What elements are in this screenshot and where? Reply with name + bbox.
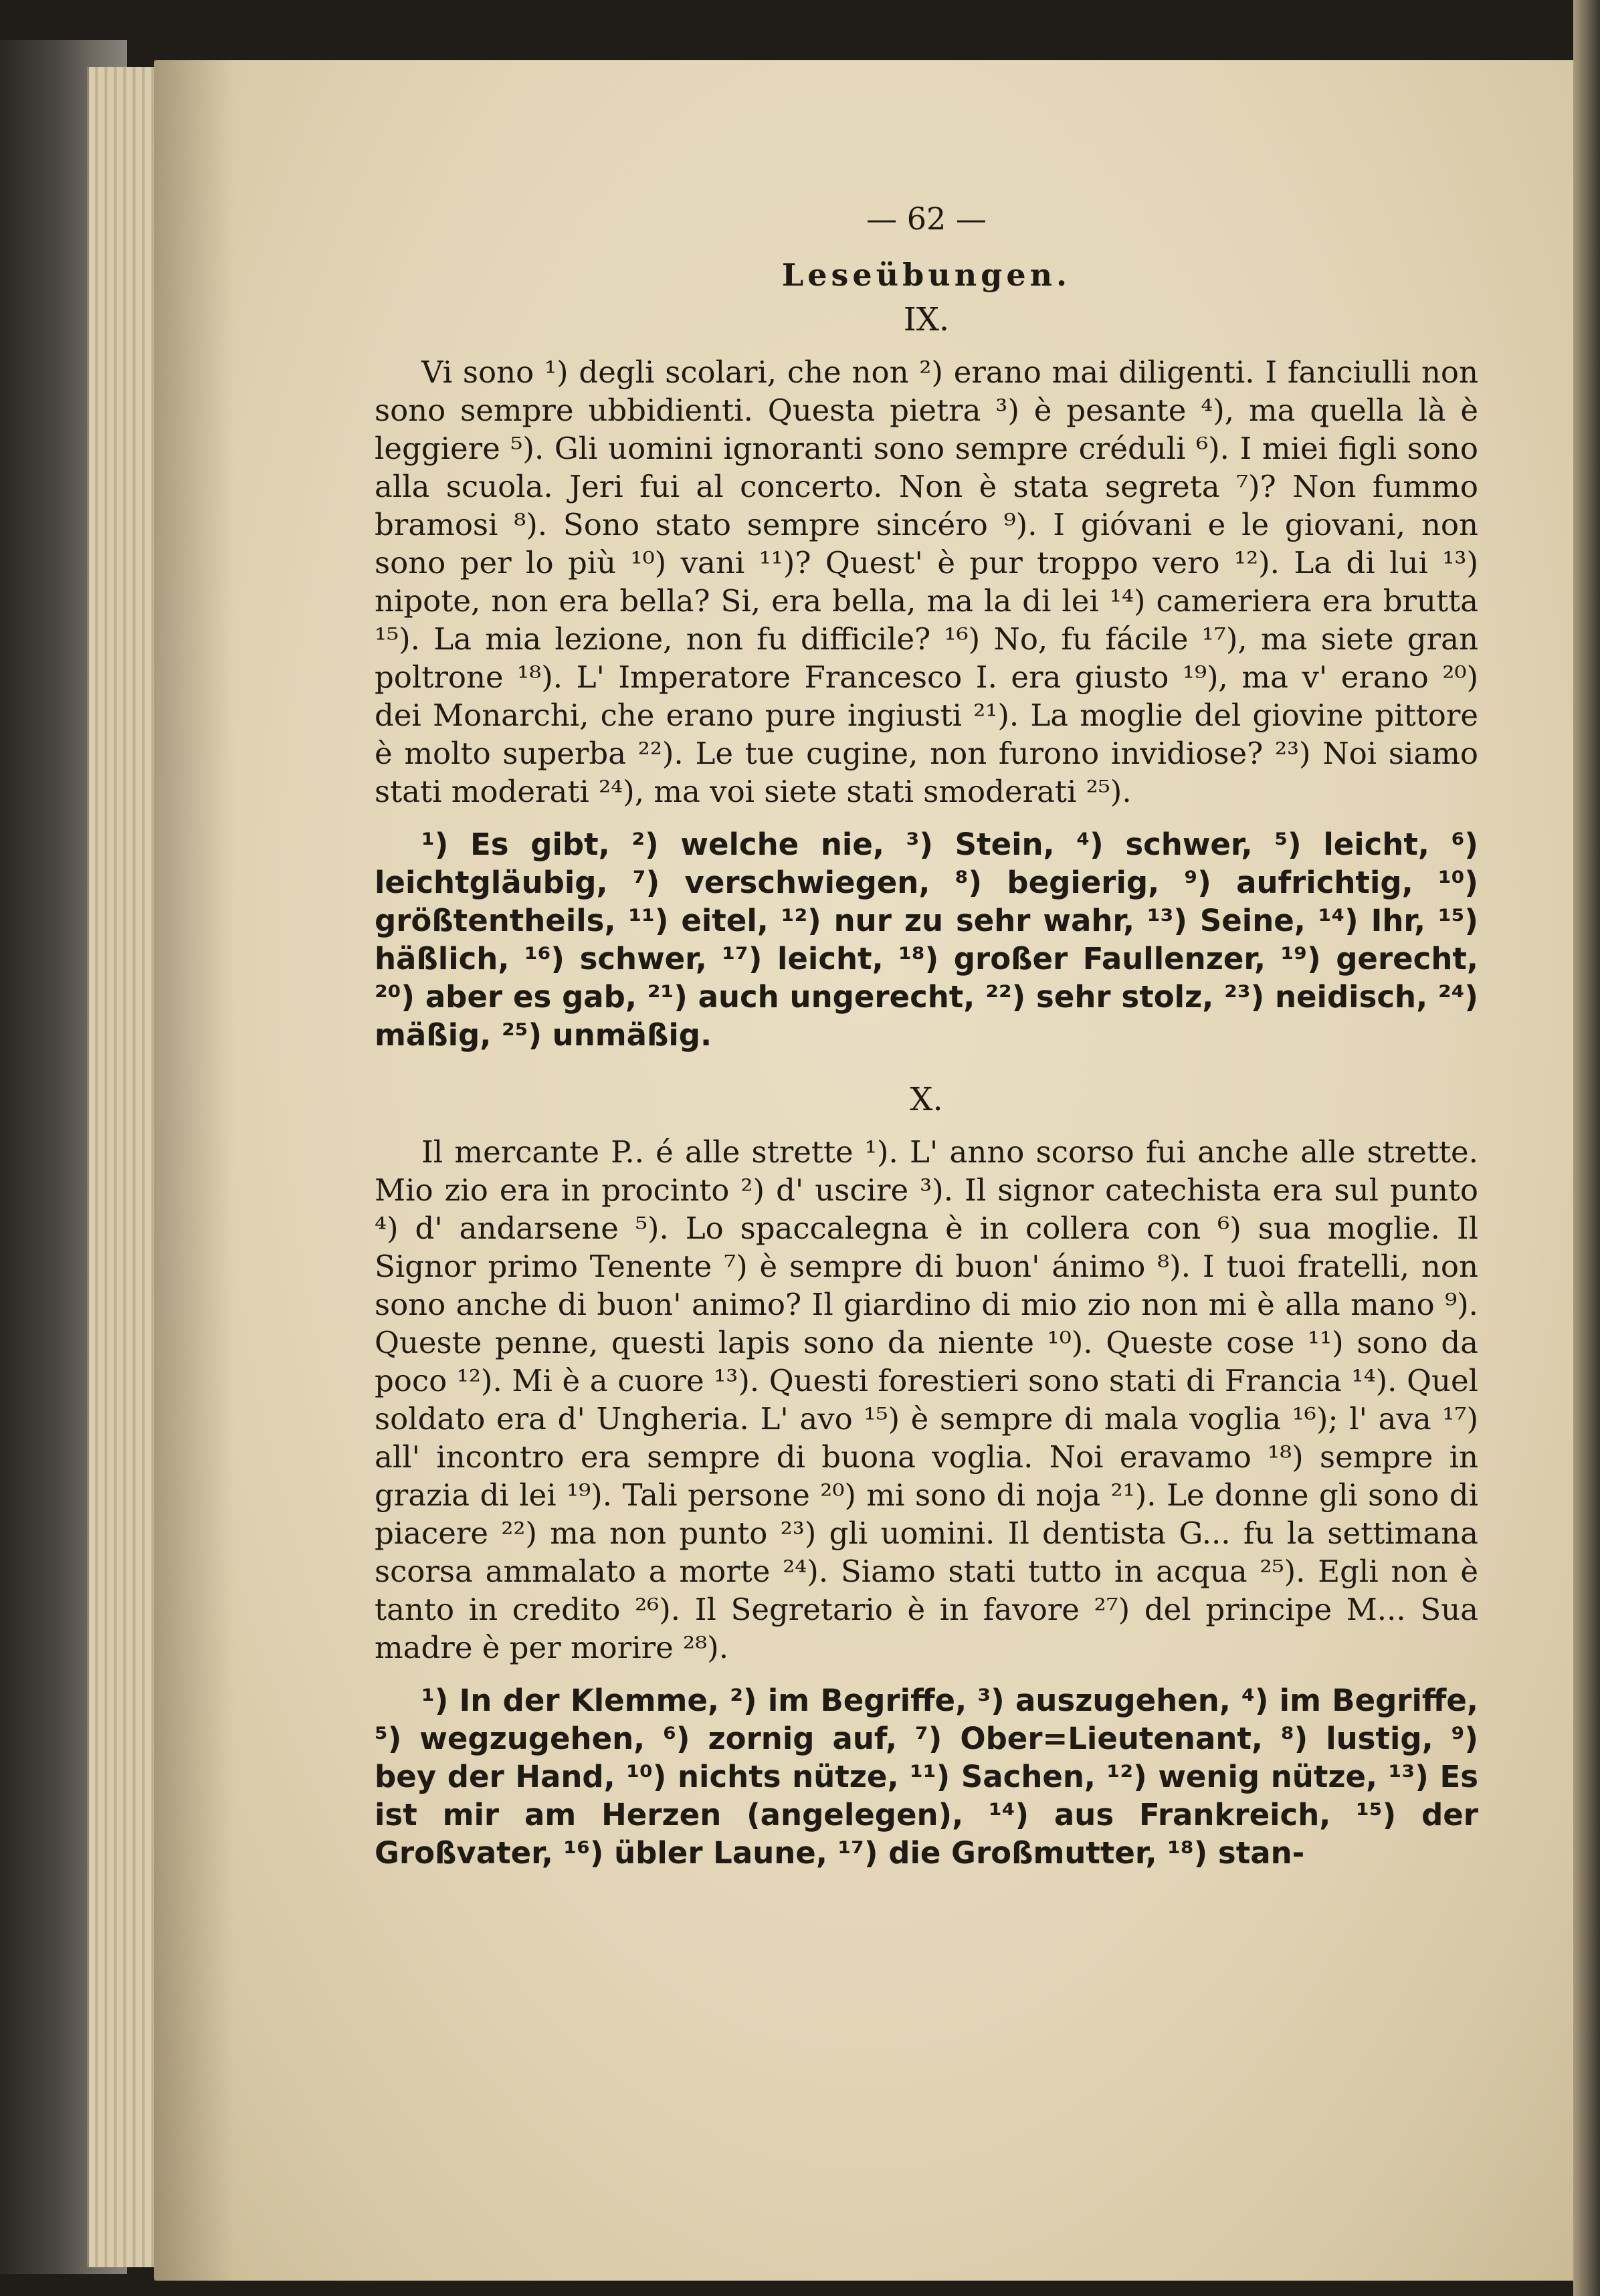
exercise-text: Il mercante P.. é alle strette ¹). L' anno scorso fui anche alle strette. Mio zio era in procinto ²) d' uscire ³). Il signor catechista era sul punto ⁴) d' andarsene ⁵). Lo spaccalegna è in collera con ⁶) sua moglie. Il Signor primo Tenente ⁷) è sempre di buon' ánimo ⁸). I tuoi fratelli, non sono anche di buon' animo? Il giardino di mio zio non mi è alla mano ⁹). Queste penne, questi lapis sono da niente ¹⁰). Queste cose ¹¹) sono da poco ¹²). Mi è a cuore ¹³). Questi forestieri sono stati di Francia ¹⁴). Quel soldato era d' Ungheria. L' avo ¹⁵) è sempre di mala voglia ¹⁶); l' ava ¹⁷) all' incontro era sempre di buona voglia. Noi eravamo ¹⁸) sempre in grazia di lei ¹⁹). Tali persone ²⁰) mi sono di noja ²¹). Le donne gli sono di piacere ²²) ma non punto ²³) gli uomini. Il dentista G... fu la settimana scorsa ammalato a morte ²⁴). Siamo stati tutto in acqua ²⁵). Egli non è tanto in credito ²⁶). Il Segretario è in favore ²⁷) del principe M... Sua madre è per morire ²⁸). (375, 1134, 1478, 1665)
page-number: — 62 — (866, 201, 987, 237)
exercise-text: Vi sono ¹) degli scolari, che non ²) erano mai diligenti. I fanciulli non sono sempre ubbidienti. Questa pietra ³) è pesante ⁴), ma quella là è leggiere ⁵). Gli uomini ignoranti sono sempre créduli ⁶). I miei figli sono alla scuola. Jeri fui al concerto. Non è stata segreta ⁷)? Non fummo bramosi ⁸). Sono stato sempre sincéro ⁹). I gióvani e le giovani, non sono per lo più ¹⁰) vani ¹¹)? Quest' è pur troppo vero ¹²). La di lui ¹³) nipote, non era bella? Si, era bella, ma la di lei ¹⁴) cameriera era brutta ¹⁵). La mia lezione, non fu difficile? ¹⁶) No, fu fácile ¹⁷), ma siete gran poltrone ¹⁸). L' Imperatore Francesco I. era giusto ¹⁹), ma v' erano ²⁰) dei Monarchi, che erano pure ingiusti ²¹). La moglie del giovine pittore è molto superba ²²). Le tue cugine, non furono invidiose? ²³) Noi siamo stati moderati ²⁴), ma voi siete stati smoderati ²⁵). (375, 354, 1478, 809)
page-text (375, 201, 1478, 1899)
section-heading: Leseübungen. (781, 257, 1072, 293)
gutter-shadow (154, 60, 234, 2281)
exercise-footnotes: ¹) Es gibt, ²) welche nie, ³) Stein, ⁴) schwer, ⁵) leicht, ⁶) leichtgläubig, ⁷) verschwiegen, ⁸) begierig, ⁹) aufrichtig, ¹⁰) größtentheils, ¹¹) eitel, ¹²) nur zu sehr wahr, ¹³) Seine, ¹⁴) Ihr, ¹⁵) häßlich, ¹⁶) schwer, ¹⁷) leicht, ¹⁸) großer Faullenzer, ¹⁹) gerecht, ²⁰) aber es gab, ²¹) auch ungerecht, ²²) sehr stolz, ²³) neidisch, ²⁴) mäßig, ²⁵) unmäßig. (375, 827, 1478, 1053)
exercise-number: IX. (903, 301, 950, 338)
exercise-number: X. (910, 1081, 943, 1118)
right-page-edge (1573, 0, 1600, 2296)
exercise-footnotes: ¹) In der Klemme, ²) im Begriffe, ³) auszugehen, ⁴) im Begriffe, ⁵) wegzugehen, ⁶) zornig auf, ⁷) Ober=Lieutenant, ⁸) lustig, ⁹) bey der Hand, ¹⁰) nichts nütze, ¹¹) Sachen, ¹²) wenig nütze, ¹³) Es ist mir am Herzen (angelegen), ¹⁴) aus Frankreich, ¹⁵) der Großvater, ¹⁶) übler Laune, ¹⁷) die Großmutter, ¹⁸) stan- (375, 1683, 1478, 1871)
